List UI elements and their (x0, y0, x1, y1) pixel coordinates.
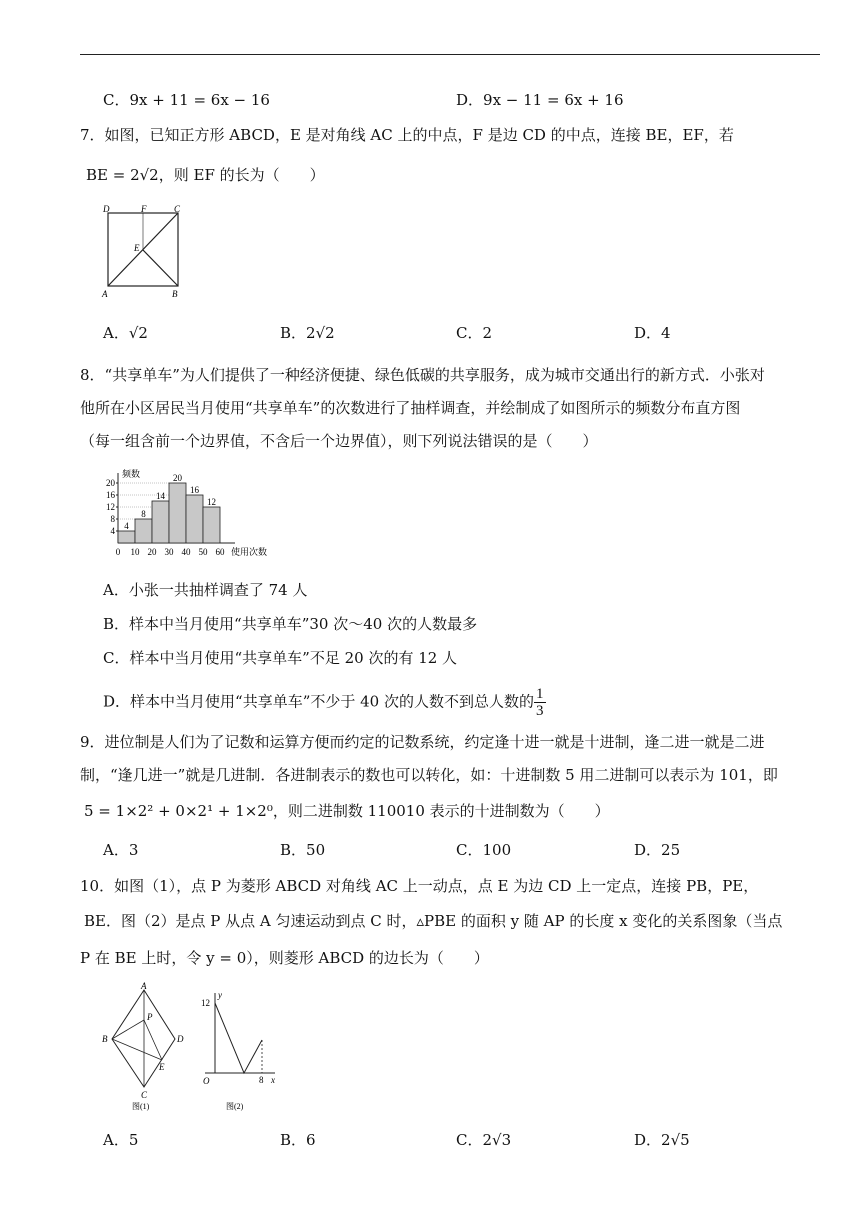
q9-stem-line3: 5 = 1×2² + 0×2¹ + 1×2⁰，则二进制数 110010 表示的十进制数为（ ） (84, 802, 610, 820)
y-tick-label: 16 (106, 490, 115, 500)
histogram-bar (169, 483, 186, 543)
bar-data-label: 20 (173, 473, 182, 483)
q7-option-c: C．2 (456, 324, 493, 342)
tick-12: 12 (201, 998, 210, 1008)
label-c: C (174, 204, 181, 214)
q7-option-a: A．√2 (103, 324, 148, 342)
label-a: A (102, 289, 108, 299)
q10-stem-line2: BE．图（2）是点 P 从点 A 匀速运动到点 C 时，▵PBE 的面积 y 随 AP 的长度 x 变化的关系图象（当点 (84, 912, 783, 930)
histogram-bar (186, 495, 203, 543)
label-d: D (177, 1034, 184, 1044)
label-e: E (159, 1062, 165, 1072)
q7-square-figure (100, 203, 190, 303)
q10-graph-figure (195, 988, 290, 1115)
label-d: D (103, 204, 110, 214)
histogram-bar (118, 531, 135, 543)
q8-stem-line3: （每一组含前一个边界值，不含后一个边界值），则下列说法错误的是（ ） (80, 432, 598, 450)
label-f: F (141, 204, 147, 214)
q10-stem-line1: 10．如图（1），点 P 为菱形 ABCD 对角线 AC 上一动点，点 E 为边 CD 上一定点，连接 PB，PE， (80, 877, 759, 895)
q8-option-b: B．样本中当月使用“共享单车”30 次～40 次的人数最多 (103, 615, 478, 633)
q10-stem-line3: P 在 BE 上时，令 y = 0），则菱形 ABCD 的边长为（ ） (80, 949, 489, 967)
label-e: E (134, 243, 140, 253)
x-tick-label: 20 (147, 547, 157, 557)
bar-data-label: 8 (141, 509, 146, 519)
q6-option-d: D．9x − 11 = 6x + 16 (456, 91, 624, 109)
q10-option-d: D．2√5 (634, 1131, 690, 1149)
label-b: B (172, 289, 178, 299)
fig2-caption: 图(2) (226, 1102, 244, 1111)
q8-option-d (103, 686, 546, 719)
y-tick-label: 20 (106, 478, 115, 488)
segment-be (143, 250, 178, 286)
label-p: P (147, 1012, 153, 1022)
fraction-denominator: 3 (536, 703, 544, 719)
x-tick-label: 30 (164, 547, 174, 557)
q8-option-a: A．小张一共抽样调查了 74 人 (103, 581, 308, 599)
label-a: A (141, 981, 147, 991)
histogram-bar (135, 519, 152, 543)
q6-option-c: C．9x + 11 = 6x − 16 (103, 91, 270, 109)
bar-data-label: 4 (124, 521, 129, 531)
q9-option-c: C．100 (456, 841, 512, 859)
q7-stem-line2: BE = 2√2，则 EF 的长为（ ） (86, 166, 325, 184)
label-c: C (141, 1090, 148, 1100)
origin-label: O (203, 1076, 210, 1086)
x-tick-label: 50 (198, 547, 208, 557)
y-tick-label: 8 (110, 514, 115, 524)
q10-option-c: C．2√3 (456, 1131, 512, 1149)
fraction-one-third (534, 686, 546, 719)
fig1-caption: 图(1) (132, 1102, 150, 1111)
y-axis-label: 频数 (122, 469, 141, 479)
q10-rhombus-figure (96, 980, 188, 1115)
q8-option-d-text: D．样本中当月使用“共享单车”不少于 40 次的人数不到总人数的 (103, 692, 534, 711)
header-rule (80, 54, 820, 55)
y-tick-label: 4 (110, 526, 115, 536)
q7-stem-line1: 7．如图，已知正方形 ABCD，E 是对角线 AC 上的中点，F 是边 CD 的中点，连接 BE，EF，若 (80, 126, 734, 144)
q8-stem-line1: 8．“共享单车”为人们提供了一种经济便捷、绿色低碳的共享服务，成为城市交通出行的新方式．小张对 (80, 366, 765, 384)
q8-histogram (98, 468, 288, 563)
axis-label-y: y (218, 990, 222, 1000)
axis-label-x: x (271, 1075, 275, 1085)
x-tick-label: 10 (130, 547, 140, 557)
q10-option-b: B．6 (280, 1131, 316, 1149)
q9-option-b: B．50 (280, 841, 326, 859)
histogram-bar (203, 507, 220, 543)
fraction-numerator: 1 (536, 686, 544, 702)
rhombus-abcd (112, 990, 175, 1087)
label-b: B (102, 1034, 108, 1044)
tick-8: 8 (259, 1075, 264, 1085)
histogram-bar (152, 501, 169, 543)
y-tick-label: 12 (106, 502, 115, 512)
q8-stem-line2: 他所在小区居民当月使用“共享单车”的次数进行了抽样调查，并绘制成了如图所示的频数分布直方图 (80, 399, 741, 417)
bar-data-label: 12 (207, 497, 216, 507)
x-tick-label: 0 (115, 547, 121, 557)
q9-option-a: A．3 (103, 841, 139, 859)
x-tick-label: 40 (181, 547, 191, 557)
area-graph-line (215, 1003, 262, 1073)
bar-data-label: 14 (156, 491, 165, 501)
segment-pb (112, 1020, 144, 1039)
q9-stem-line1: 9．进位制是人们为了记数和运算方便而约定的记数系统，约定逢十进一就是十进制，逢二进一就是二进 (80, 733, 765, 751)
q8-option-c: C．样本中当月使用“共享单车”不足 20 次的有 12 人 (103, 649, 458, 667)
q10-option-a: A．5 (103, 1131, 139, 1149)
q7-option-b: B．2√2 (280, 324, 335, 342)
x-tick-label: 60 (215, 547, 225, 557)
q9-option-d: D．25 (634, 841, 681, 859)
bar-data-label: 16 (190, 485, 199, 495)
q9-stem-line2: 制，“逢几进一”就是几进制．各进制表示的数也可以转化，如：十进制数 5 用二进制可以表示为 101，即 (80, 766, 778, 784)
x-axis-label: 使用次数 (231, 547, 268, 557)
q7-option-d: D．4 (634, 324, 671, 342)
